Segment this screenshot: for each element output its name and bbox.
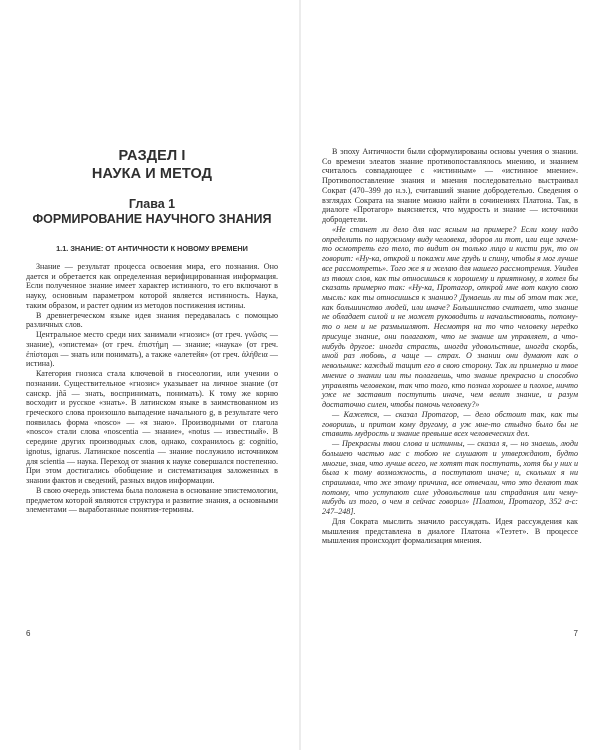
section-heading bbox=[26, 147, 278, 183]
section-subtitle: НАУКА И МЕТОД bbox=[91, 166, 213, 182]
chapter-heading bbox=[26, 197, 278, 227]
right-page bbox=[300, 0, 600, 750]
paragraph: В свою очередь эпистема была положена в основание эпистемологии, предметом которой являются структура и развитие знания, а основными элементами — выработанные понятия-термины. bbox=[26, 485, 278, 515]
paragraph: Центральное место среди них занимали «гнозис» (от греч. γνῶσις — знание), «эпистема» (от греч. ἐπιστήμη — знание; «наука» (от греч. ἐπίσταμαι — знать или понимать), а также «алетейя» (от греч. ἀλήθεια — истина). bbox=[26, 330, 278, 369]
page-number: 6 bbox=[26, 629, 31, 638]
quote-paragraph: «Не станет ли дело для нас ясным на примере? Если кому надо определить по наружному виду человека, здоров ли тот, или еще зачем-то осмотреть его тело, то видит он только лицо и кисти рук, то он говорит: «Ну-ка, открой и покажи мне грудь и спину, чтобы я мог лучше все рассмотреть». Того же я и желаю для нашего рассмотрения. Увидев из твоих слов, как ты относишься к хорошему и приятному, я хотел бы сказать примерно так: «Ну-ка, Протагор, открой мне вот какую свою мысль: как ты относишься к знанию? Думаешь ли ты об этом так же, как большинство людей, или иначе? Большинство считает, что знание не обладает силой и не может руководить и начальствовать, потому-то о нем и не размышляют. Несмотря на то что человеку нередко присуще знание, они полагают, что не знание им управляет, а что-нибудь другое: иногда страсть, иногда удовольствие, иногда скорбь, иной раз любовь, а чаще — страх. О знании они думают как о невольнике: каждый тащит его в свою сторону. Так ли примерно и твое мнение о знании или ты полагаешь, что знание прекрасно и способно управлять человеком, так что того, кто познал хорошее и плохое, ничто уже не заставит поступить иначе, чем велит знание, и разум достаточно силен, чтобы помочь человеку?» bbox=[322, 224, 578, 410]
paragraph: В древнегреческом языке идея знания передавалась с помощью различных слов. bbox=[26, 310, 278, 330]
paragraph: Знание — результат процесса освоения мира, его познания. Оно дается и обретается как определенная верифицированная информация. Если полученное знание имеет характер истинного, то его включают в науку, основным параметром которой является истинность. Наука, таким образом, и растет одним из методов постижения истины. bbox=[26, 262, 278, 310]
left-page-body bbox=[26, 262, 278, 515]
page-number: 7 bbox=[573, 629, 578, 638]
subsection-heading: 1.1. ЗНАНИЕ: ОТ АНТИЧНОСТИ К НОВОМУ ВРЕМЕНИ bbox=[56, 244, 248, 253]
chapter-subtitle: ФОРМИРОВАНИЕ НАУЧНОГО ЗНАНИЯ bbox=[32, 212, 272, 226]
chapter-title: Глава 1 bbox=[128, 197, 176, 211]
paragraph: Для Сократа мыслить значило рассуждать. Идея рассуждения как мышления представлена в диалоге Платона «Теэтет». В процессе мышления происходит формализация мнения. bbox=[322, 516, 578, 546]
quote-paragraph: — Кажется, — сказал Протагор, — дело обстоит так, как ты говоришь, и притом кому другому, а уж мне-то стыдно было бы не ставить мудрость и знание превыше всех человеческих дел. bbox=[322, 409, 578, 439]
paragraph: В эпоху Античности были сформулированы основы учения о знании. Со времени элеатов знание противопоставлялось мнению, и знанием считалось совпадающее с «истинным» — «истинное мнение». Противопоставление знания и мнения последовательно выстраивал Сократ (470–399 до н.э.), считавший знание добродетелью. Сведения о взглядах Сократа на знание можно найти в сочинениях Платона. Так, в диалоге «Протагор» выясняется, что мудрость и знание — источники добродетели. bbox=[322, 147, 578, 225]
paragraph: Категория гнозиса стала ключевой в гносеологии, или учении о познании. Существительное «гнозис» указывает на личное знание (от санскр. jñā — знать, воспринимать, понимать). К тому же корню восходит и русское «знать». В латинском языке в заимствованном из греческого слова произошло выпадение начального g, в результате чего появилась форма «nosco» — «я знаю». Производными от глагола «nosco» стали слова «noscentia — знание», «notus — известный». В середине других производных слов, однако, сохранилось g: cognitio, ignotus, ignarus. Латинское noscentia — знание послужило источником для scientia — наука. Переход от знания к науке совершался постепенно. При этом достигались обобщение и систематизация заложенных в знании фактов и сведений, разных видов информации. bbox=[26, 369, 278, 486]
quote-paragraph: — Прекрасны твои слова и истинны, — сказал я, — но знаешь, люди большею частью нас с тобою не слушают и утверждают, будто многие, зная, что лучше всего, не хотят так поступать, хотя бы у них и была к тому возможность, а поступают иначе; и, скольких я ни спрашивал, что же этому причина, все отвечали, что это делают так потому, что уступают силе удовольствия или страдания или чему-нибудь из того, о чем я сейчас говорил» [Платон, Протагор, 352 a-c: 247–248]. bbox=[322, 439, 578, 517]
right-page-body bbox=[322, 147, 578, 546]
section-title: РАЗДЕЛ I bbox=[118, 148, 186, 164]
